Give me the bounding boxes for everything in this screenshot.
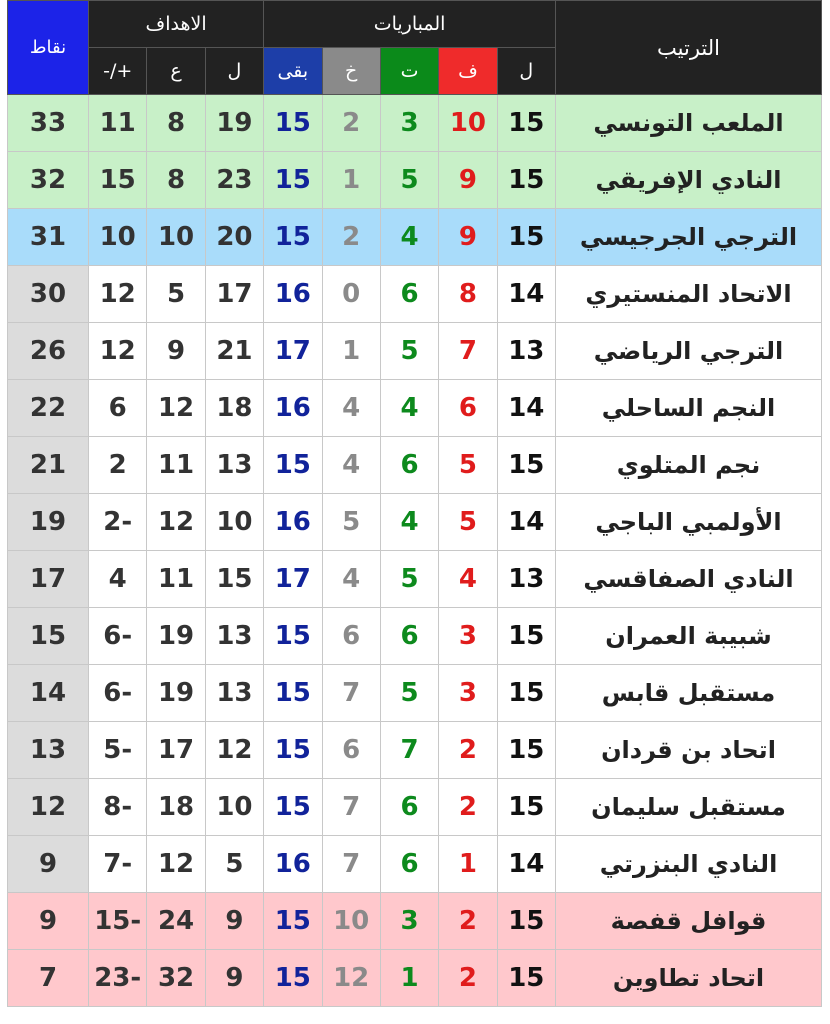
points-cell: 22 [8, 380, 89, 437]
goal-diff-cell: -7 [89, 836, 147, 893]
goals-against-cell: 32 [147, 950, 205, 1007]
remaining-header: بقى [264, 48, 322, 95]
win-cell: 4 [439, 551, 497, 608]
matches-header: المباريات [264, 1, 556, 48]
win-cell: 2 [439, 779, 497, 836]
goals-for-cell: 9 [205, 950, 263, 1007]
goal-diff-cell: 4 [89, 551, 147, 608]
team-name: اتحاد تطاوين [556, 950, 822, 1007]
remaining-cell: 17 [264, 323, 322, 380]
played-cell: 14 [497, 266, 555, 323]
goals-for-cell: 12 [205, 722, 263, 779]
table-row [8, 836, 822, 893]
draw-cell: 6 [380, 779, 438, 836]
loss-cell: 7 [322, 779, 380, 836]
team-name: الترجي الجرجيسي [556, 209, 822, 266]
goals-for-cell: 17 [205, 266, 263, 323]
goals-against-cell: 12 [147, 494, 205, 551]
table-row [8, 152, 822, 209]
points-cell: 32 [8, 152, 89, 209]
team-name: الأولمبي الباجي [556, 494, 822, 551]
table-row [8, 380, 822, 437]
goals-for-cell: 19 [205, 95, 263, 152]
goals-for-header: ل [205, 48, 263, 95]
team-name: الترجي الرياضي [556, 323, 822, 380]
goal-diff-cell: 6 [89, 380, 147, 437]
remaining-cell: 16 [264, 266, 322, 323]
goals-for-cell: 18 [205, 380, 263, 437]
goals-against-cell: 12 [147, 836, 205, 893]
loss-cell: 6 [322, 608, 380, 665]
played-cell: 15 [497, 437, 555, 494]
team-name: اتحاد بن قردان [556, 722, 822, 779]
loss-cell: 5 [322, 494, 380, 551]
goals-for-cell: 5 [205, 836, 263, 893]
goals-for-cell: 10 [205, 779, 263, 836]
loss-cell: 2 [322, 209, 380, 266]
goal-diff-cell: 10 [89, 209, 147, 266]
points-cell: 33 [8, 95, 89, 152]
win-cell: 5 [439, 494, 497, 551]
table-header [8, 1, 822, 95]
loss-cell: 12 [322, 950, 380, 1007]
remaining-cell: 15 [264, 209, 322, 266]
table-row [8, 494, 822, 551]
goals-against-cell: 18 [147, 779, 205, 836]
table-row [8, 437, 822, 494]
draw-cell: 6 [380, 608, 438, 665]
goals-against-cell: 17 [147, 722, 205, 779]
table-row [8, 779, 822, 836]
remaining-cell: 15 [264, 152, 322, 209]
win-cell: 5 [439, 437, 497, 494]
played-cell: 15 [497, 665, 555, 722]
goal-diff-cell: -23 [89, 950, 147, 1007]
goal-diff-cell: -6 [89, 665, 147, 722]
table-row [8, 95, 822, 152]
team-name: شبيبة العمران [556, 608, 822, 665]
goal-diff-header: +/- [89, 48, 147, 95]
table-row [8, 323, 822, 380]
points-cell: 12 [8, 779, 89, 836]
goal-diff-cell: 2 [89, 437, 147, 494]
remaining-cell: 16 [264, 836, 322, 893]
goal-diff-cell: -5 [89, 722, 147, 779]
team-name: النادي البنزرتي [556, 836, 822, 893]
points-cell: 7 [8, 950, 89, 1007]
points-cell: 26 [8, 323, 89, 380]
table-row [8, 950, 822, 1007]
draw-cell: 3 [380, 95, 438, 152]
goal-diff-cell: 12 [89, 323, 147, 380]
played-cell: 15 [497, 209, 555, 266]
win-cell: 1 [439, 836, 497, 893]
played-cell: 15 [497, 152, 555, 209]
points-cell: 13 [8, 722, 89, 779]
goals-against-cell: 10 [147, 209, 205, 266]
team-name: النادي الصفاقسي [556, 551, 822, 608]
points-cell: 30 [8, 266, 89, 323]
win-cell: 2 [439, 950, 497, 1007]
win-cell: 7 [439, 323, 497, 380]
draw-cell: 6 [380, 266, 438, 323]
standings-table [7, 0, 822, 1007]
draw-cell: 3 [380, 893, 438, 950]
table-row [8, 209, 822, 266]
remaining-cell: 15 [264, 722, 322, 779]
loss-cell: 7 [322, 836, 380, 893]
goal-diff-cell: 12 [89, 266, 147, 323]
points-cell: 9 [8, 893, 89, 950]
remaining-cell: 15 [264, 950, 322, 1007]
points-cell: 31 [8, 209, 89, 266]
win-cell: 3 [439, 608, 497, 665]
played-cell: 15 [497, 608, 555, 665]
loss-cell: 1 [322, 152, 380, 209]
goals-for-cell: 13 [205, 608, 263, 665]
played-cell: 14 [497, 380, 555, 437]
played-cell: 15 [497, 779, 555, 836]
draw-cell: 4 [380, 209, 438, 266]
win-cell: 9 [439, 209, 497, 266]
goal-diff-cell: -8 [89, 779, 147, 836]
table-body [8, 95, 822, 1007]
played-cell: 14 [497, 836, 555, 893]
goals-against-cell: 11 [147, 551, 205, 608]
played-cell: 15 [497, 893, 555, 950]
win-cell: 6 [439, 380, 497, 437]
rank-header: الترتيب [556, 1, 822, 95]
draw-cell: 6 [380, 437, 438, 494]
played-cell: 15 [497, 95, 555, 152]
played-cell: 14 [497, 494, 555, 551]
remaining-cell: 15 [264, 665, 322, 722]
points-header: نقاط [8, 1, 89, 95]
goals-against-cell: 9 [147, 323, 205, 380]
goals-against-header: ع [147, 48, 205, 95]
team-name: مستقبل سليمان [556, 779, 822, 836]
goals-against-cell: 19 [147, 665, 205, 722]
loss-cell: 10 [322, 893, 380, 950]
loss-cell: 4 [322, 551, 380, 608]
goals-for-cell: 21 [205, 323, 263, 380]
team-name: مستقبل قابس [556, 665, 822, 722]
draw-cell: 1 [380, 950, 438, 1007]
table-row [8, 551, 822, 608]
goal-diff-cell: -6 [89, 608, 147, 665]
goals-for-cell: 15 [205, 551, 263, 608]
goals-against-cell: 12 [147, 380, 205, 437]
played-cell: 13 [497, 323, 555, 380]
goal-diff-cell: 15 [89, 152, 147, 209]
goals-against-cell: 19 [147, 608, 205, 665]
remaining-cell: 15 [264, 779, 322, 836]
loss-cell: 0 [322, 266, 380, 323]
points-cell: 15 [8, 608, 89, 665]
remaining-cell: 17 [264, 551, 322, 608]
remaining-cell: 15 [264, 893, 322, 950]
loss-cell: 7 [322, 665, 380, 722]
loss-cell: 4 [322, 380, 380, 437]
points-cell: 21 [8, 437, 89, 494]
remaining-cell: 16 [264, 494, 322, 551]
goal-diff-cell: 11 [89, 95, 147, 152]
played-cell: 13 [497, 551, 555, 608]
draw-cell: 4 [380, 380, 438, 437]
win-cell: 2 [439, 722, 497, 779]
draw-cell: 6 [380, 836, 438, 893]
goal-diff-cell: -15 [89, 893, 147, 950]
remaining-cell: 15 [264, 437, 322, 494]
team-name: النادي الإفريقي [556, 152, 822, 209]
goals-against-cell: 5 [147, 266, 205, 323]
loss-cell: 6 [322, 722, 380, 779]
goals-against-cell: 8 [147, 95, 205, 152]
goals-against-cell: 11 [147, 437, 205, 494]
win-cell: 8 [439, 266, 497, 323]
goals-for-cell: 9 [205, 893, 263, 950]
remaining-cell: 15 [264, 608, 322, 665]
team-name: الاتحاد المنستيري [556, 266, 822, 323]
goals-for-cell: 13 [205, 437, 263, 494]
remaining-cell: 16 [264, 380, 322, 437]
goals-against-cell: 24 [147, 893, 205, 950]
draw-cell: 5 [380, 551, 438, 608]
table-row [8, 722, 822, 779]
draw-cell: 5 [380, 323, 438, 380]
draw-cell: 5 [380, 665, 438, 722]
team-name: الملعب التونسي [556, 95, 822, 152]
team-name: نجم المتلوي [556, 437, 822, 494]
win-cell: 3 [439, 665, 497, 722]
goal-diff-cell: -2 [89, 494, 147, 551]
goals-for-cell: 10 [205, 494, 263, 551]
loss-cell: 2 [322, 95, 380, 152]
loss-cell: 4 [322, 437, 380, 494]
played-header: ل [497, 48, 555, 95]
goals-against-cell: 8 [147, 152, 205, 209]
table-row [8, 665, 822, 722]
table-row [8, 266, 822, 323]
goals-for-cell: 20 [205, 209, 263, 266]
played-cell: 15 [497, 722, 555, 779]
points-cell: 17 [8, 551, 89, 608]
remaining-cell: 15 [264, 95, 322, 152]
points-cell: 14 [8, 665, 89, 722]
table-row [8, 893, 822, 950]
draw-cell: 5 [380, 152, 438, 209]
goals-for-cell: 23 [205, 152, 263, 209]
draw-cell: 4 [380, 494, 438, 551]
table-row [8, 608, 822, 665]
team-name: النجم الساحلي [556, 380, 822, 437]
draw-cell: 7 [380, 722, 438, 779]
win-cell: 2 [439, 893, 497, 950]
win-cell: 9 [439, 152, 497, 209]
loss-header: خ [322, 48, 380, 95]
win-cell: 10 [439, 95, 497, 152]
goals-for-cell: 13 [205, 665, 263, 722]
team-name: قوافل قفصة [556, 893, 822, 950]
played-cell: 15 [497, 950, 555, 1007]
draw-header: ت [380, 48, 438, 95]
goals-header: الاهداف [89, 1, 264, 48]
points-cell: 9 [8, 836, 89, 893]
loss-cell: 1 [322, 323, 380, 380]
win-header: ف [439, 48, 497, 95]
points-cell: 19 [8, 494, 89, 551]
